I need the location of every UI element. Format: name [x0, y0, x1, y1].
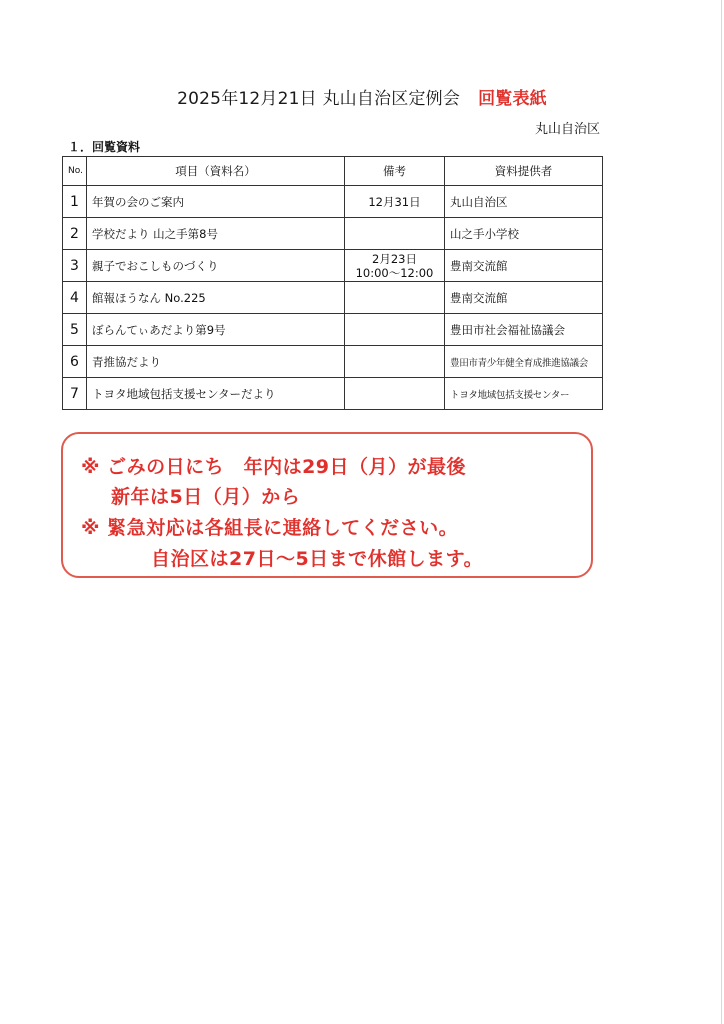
row-note: [345, 250, 445, 282]
row-number: 5: [63, 314, 87, 346]
header-provider: 資料提供者: [445, 157, 603, 186]
row-item: 年賀の会のご案内: [87, 186, 345, 218]
row-provider: トヨタ地域包括支援センター: [445, 378, 603, 410]
row-note-line-2: 10:00～12:00: [355, 265, 434, 280]
row-item: トヨタ地域包括支援センターだより: [87, 378, 345, 410]
row-provider: 山之手小学校: [445, 218, 603, 250]
notice-garbage-schedule: ※ ごみの日にち 年内は29日（月）が最後: [81, 456, 467, 478]
table-row: [63, 250, 603, 282]
row-item: 青推協だより: [87, 346, 345, 378]
row-note-line: 12月31日: [368, 194, 421, 209]
notice-box: [61, 432, 593, 578]
section-heading: １．回覧資料: [68, 140, 141, 154]
notice-emergency-contact: ※ 緊急対応は各組長に連絡してください。: [81, 517, 459, 539]
table-row: [63, 378, 603, 410]
row-provider: 豊田市社会福祉協議会: [445, 314, 603, 346]
row-number: 1: [63, 186, 87, 218]
row-note: [345, 218, 445, 250]
row-number: 3: [63, 250, 87, 282]
row-note-line: 2月23日: [372, 251, 417, 266]
row-item: 親子でおこしものづくり: [87, 250, 345, 282]
header-no: No.: [63, 157, 87, 186]
row-note: [345, 282, 445, 314]
circulation-table: [62, 156, 603, 410]
row-note: [345, 186, 445, 218]
table-row: [63, 282, 603, 314]
row-item: 館報ほうなん No.225: [87, 282, 345, 314]
page-title: [0, 84, 724, 109]
row-number: 6: [63, 346, 87, 378]
row-provider: 豊南交流館: [445, 250, 603, 282]
table-row: [63, 186, 603, 218]
row-note: [345, 378, 445, 410]
row-provider: 豊南交流館: [445, 282, 603, 314]
row-provider: 豊田市青少年健全育成推進協議会: [445, 346, 603, 378]
page-title-accent: 回覧表紙: [478, 89, 547, 109]
notice-closure-period: 自治区は27日～5日まで休館します。: [151, 548, 484, 570]
table-row: [63, 346, 603, 378]
row-note: [345, 346, 445, 378]
table-row: [63, 314, 603, 346]
header-note: 備考: [345, 157, 445, 186]
row-number: 7: [63, 378, 87, 410]
row-number: 4: [63, 282, 87, 314]
row-item: ぼらんてぃあだより第9号: [87, 314, 345, 346]
page-title-main: 2025年12月21日 丸山自治区定例会: [177, 89, 461, 109]
row-item: 学校だより 山之手第8号: [87, 218, 345, 250]
row-note: [345, 314, 445, 346]
organization-name: 丸山自治区: [534, 122, 600, 137]
page-edge-line: [721, 0, 722, 1024]
table-row: [63, 218, 603, 250]
row-provider: 丸山自治区: [445, 186, 603, 218]
row-number: 2: [63, 218, 87, 250]
notice-new-year-start: 新年は5日（月）から: [111, 486, 301, 508]
table-header-row: [63, 157, 603, 186]
header-item: 項目（資料名）: [87, 157, 345, 186]
